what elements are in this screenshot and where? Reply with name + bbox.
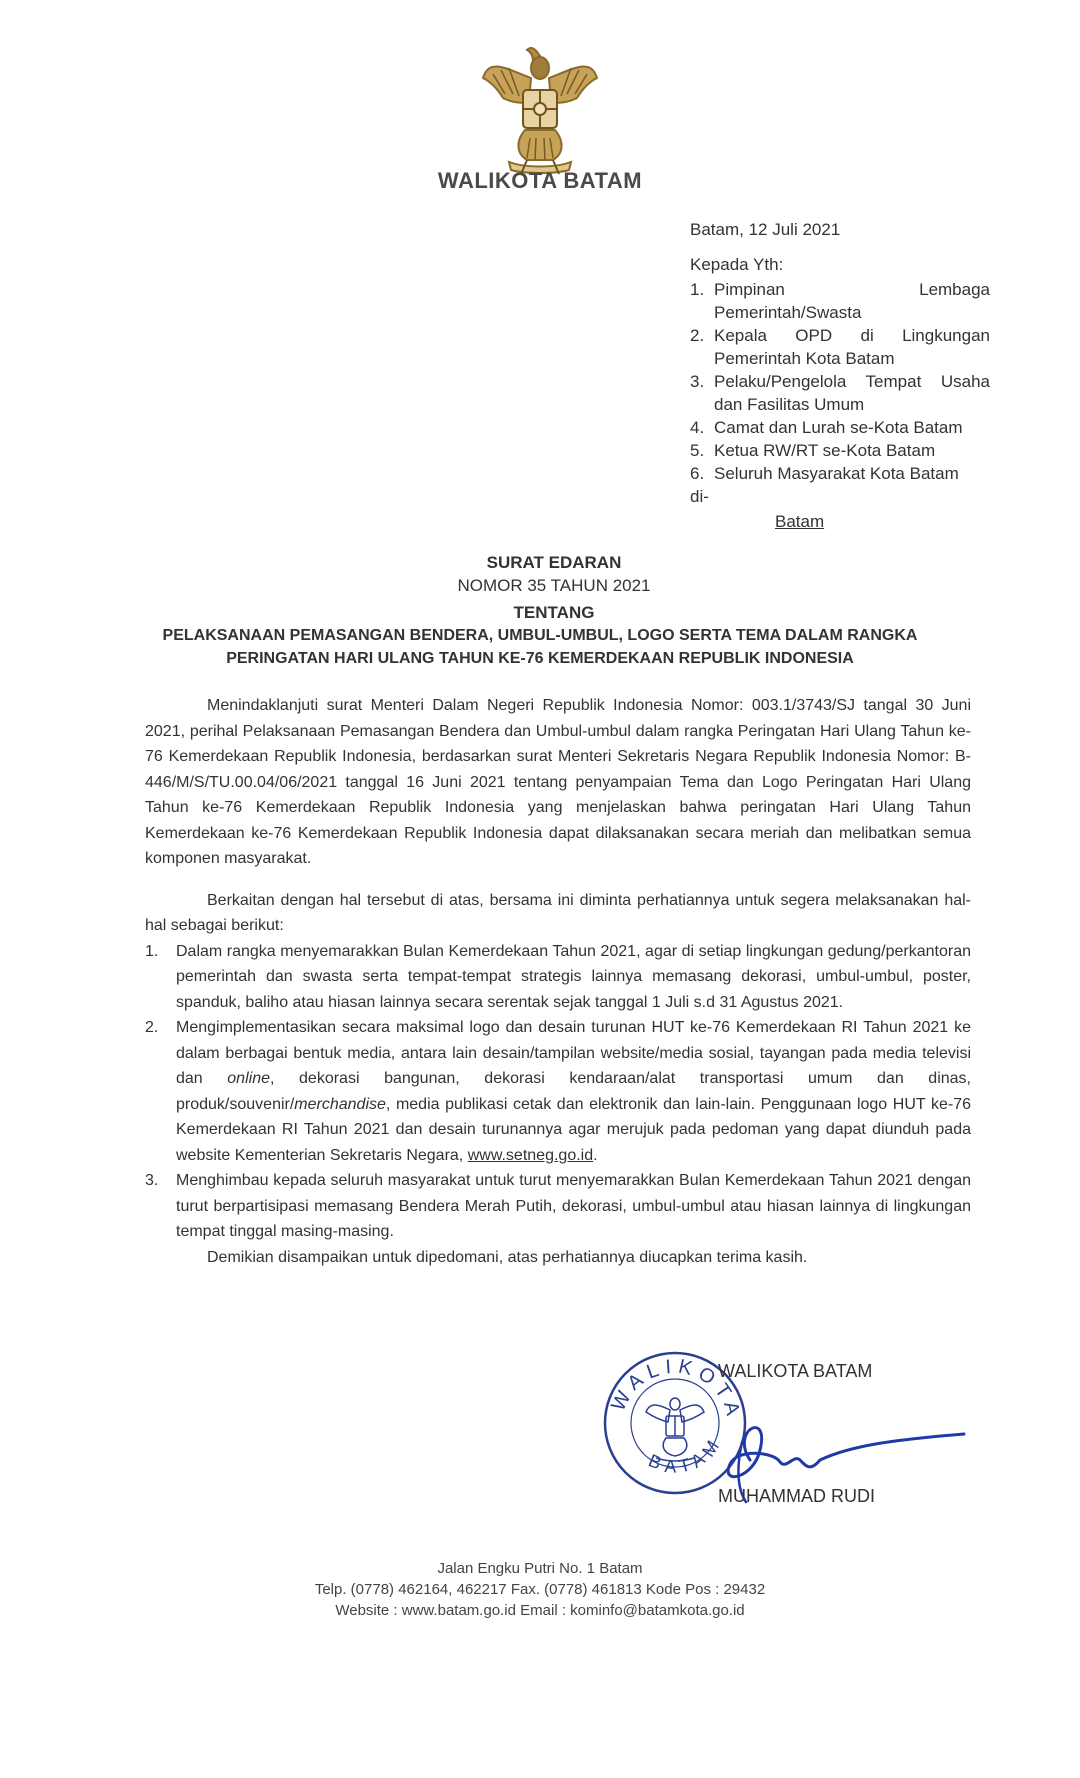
recipient-list xyxy=(690,278,990,485)
garuda-emblem-icon xyxy=(475,38,605,178)
stamp-top-text: WALIKOTA xyxy=(607,1355,746,1424)
stamp-bottom-text: BATAM xyxy=(645,1431,727,1477)
signatory-title: WALIKOTA BATAM xyxy=(718,1361,873,1381)
subject: PELAKSANAAN PEMASANGAN BENDERA, UMBUL-UMBUL, LOGO SERTA TEMA DALAM RANGKA PERINGATAN HARI ULANG TAHUN KE-76 KEMERDEKAAN REPUBLIK INDONESIA xyxy=(162,627,918,667)
closing-paragraph: Demikian disampaikan untuk dipedomani, atas perhatiannya diucapkan terima kasih. xyxy=(207,1248,808,1266)
di-label: di- xyxy=(690,487,709,506)
letter-body xyxy=(145,693,971,1270)
recipient-item: 5. Ketua RW/RT se-Kota Batam xyxy=(690,441,936,460)
instruction-item: 3. Menghimbau kepada seluruh masyarakat untuk turut menyemarakkan Bulan Kemerdekaan Tahun 2021 dengan turut berpartisipasi memasang Bendera Merah Putih, dekorasi, umbul-umbul atau hiasan lainnya di lingkungan tempat tinggal masing-masing. xyxy=(145,1172,971,1240)
instruction-list xyxy=(145,939,971,1245)
letter-title xyxy=(0,551,1080,670)
recipient-item: 3. Pelaku/Pengelola Tempat Usaha dan Fasilitas Umum xyxy=(690,372,990,414)
letterhead-footer xyxy=(0,1558,1080,1621)
recipient-item: 2. Kepala OPD di Lingkungan Pemerintah Kota Batam xyxy=(690,326,990,368)
footer-address: Jalan Engku Putri No. 1 Batam xyxy=(437,1560,643,1577)
signatory-name: MUHAMMAD RUDI xyxy=(718,1486,875,1506)
destination-city: Batam xyxy=(775,512,825,531)
instruction-item: 1. Dalam rangka menyemarakkan Bulan Kemerdekaan Tahun 2021, agar di setiap lingkungan gedung/perkantoran pemerintah dan swasta serta tempat-tempat strategis lainnya memasang dekorasi, umbul-umbul, poster, spanduk, baliho atau hiasan lainnya secara serentak sejak tanggal 1 Juli s.d 31 Agustus 2021. xyxy=(145,942,971,1011)
recipient-item: 4. Camat dan Lurah se-Kota Batam xyxy=(690,418,963,437)
doc-number: NOMOR 35 TAHUN 2021 xyxy=(457,576,651,595)
paragraph-1: Menindaklanjuti surat Menteri Dalam Negeri Republik Indonesia Nomor: 003.1/3743/SJ tangal 30 Juni 2021, perihal Pelaksanaan Pemasangan Bendera dan Umbul-umbul dalam rangka Peringatan Hari Ulang Tahun ke-76 Kemerdekaan Republik Indonesia, berdasarkan surat Menteri Sekretaris Negara Republik Indonesia Nomor: B-446/M/S/TU.00.04/06/2021 tanggal 16 Juni 2021 tentang penyampaian Tema dan Logo Peringatan Hari Ulang Tahun ke-76 Kemerdekaan Republik Indonesia yang menjelaskan bahwa peringatan Hari Ulang Tahun Kemerdekaan ke-76 Kemerdekaan Republik Indonesia dapat dilaksanakan secara meriah dan melibatkan semua komponen masyarakat. xyxy=(145,697,971,867)
address-block xyxy=(690,218,990,533)
footer-web: Website : www.batam.go.id Email : kominfo@batamkota.go.id xyxy=(335,1602,745,1619)
footer-phone: Telp. (0778) 462164, 462217 Fax. (0778) 461813 Kode Pos : 29432 xyxy=(314,1581,766,1598)
recipient-item: 1. Pimpinan Lembaga Pemerintah/Swasta xyxy=(690,280,990,322)
recipient-item: 6. Seluruh Masyarakat Kota Batam xyxy=(690,464,959,483)
instruction-item: 2. Mengimplementasikan secara maksimal logo dan desain turunan HUT ke-76 Kemerdekaan RI Tahun 2021 ke dalam berbagai bentuk media, antara lain desain/tampilan website/media sosial, tayangan pada media televisi dan online, dekorasi bangunan, dekorasi kendaraan/alat transportasi umum dan dinas, produk/souvenir/merchandise, media publikasi cetak dan elektronik dan lain-lain. Penggunaan logo HUT ke-76 Kemerdekaan RI Tahun 2021 dan desain turunannya agar merujuk pada pedoman yang dapat diunduh pada website Kementerian Sekretaris Negara, www.setneg.go.id. xyxy=(145,1019,971,1164)
about-label: TENTANG xyxy=(513,603,595,622)
doc-type: SURAT EDARAN xyxy=(486,553,622,572)
place-date: Batam, 12 Juli 2021 xyxy=(690,220,841,239)
setneg-link[interactable]: www.setneg.go.id xyxy=(467,1146,594,1164)
paragraph-2: Berkaitan dengan hal tersebut di atas, bersama ini diminta perhatiannya untuk segera melaksanakan hal-hal sebagai berikut: xyxy=(145,891,971,934)
to-label: Kepada Yth: xyxy=(690,255,784,274)
org-name: WALIKOTA BATAM xyxy=(437,168,643,193)
